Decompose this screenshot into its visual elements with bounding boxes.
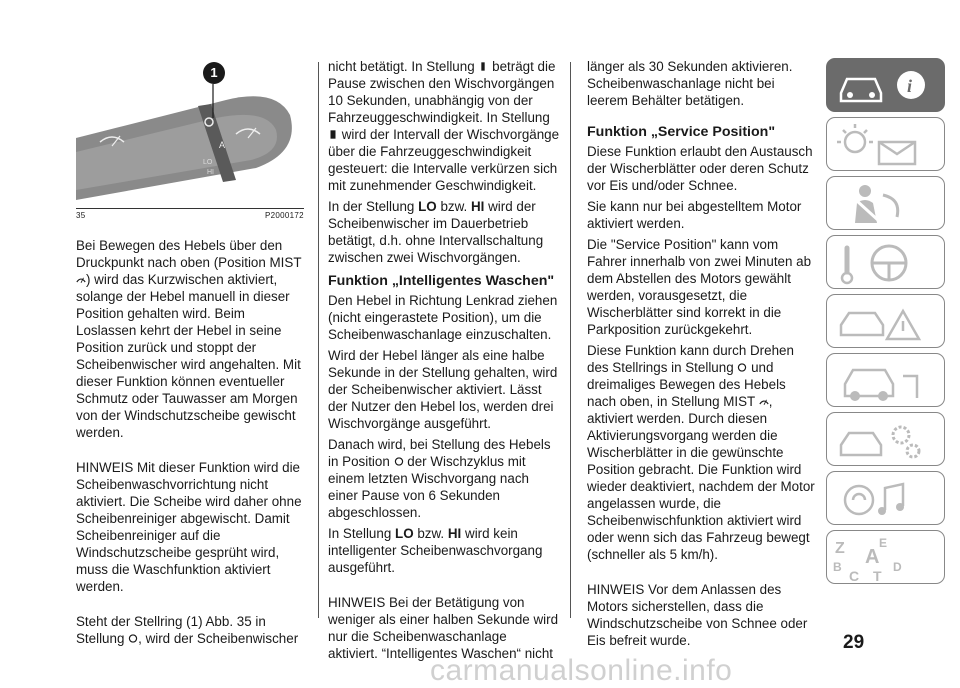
col3-paragraph-3: Sie kann nur bei abgestelltem Motor aktiviert werden. [587,199,802,231]
tab-warning-lights[interactable] [826,117,945,171]
col1-paragraph-2: Steht der Stellring (1) Abb. 35 in Stellung , wird der Scheibenwischer [76,614,299,646]
col2-paragraph-5: Danach wird, bei Stellung des Hebels in Position der Wischzyklus mit einem letzten Wischvorgang nach einer Pause von 6 Sekunden abgeschlossen. [328,437,551,520]
col3-paragraph-1: länger als 30 Sekunden aktivieren. Scheibenwaschanlage nicht bei leerem Behälter betätigen. [587,59,793,108]
col2-heading: Funktion „Intelligentes Waschen" [328,273,555,289]
col3-paragraph-5: Diese Funktion kann durch Drehen des Stellrings in Stellung und dreimaliges Bewegen des Hebels nach oben, in Stellung MIST , aktiviert werden. Durch diesen Aktivierungsvorgang werden die Wischerblätter in die gewünschte Position gebracht. Die Funktion wird wieder deaktiviert, nachdem der Motor angelassen wurde, die Scheibenwischfunktion aktiviert wird oder wenn sich das Fahrzeug bewegt (schneller als 5 km/h). [587,343,815,562]
col2-paragraph-6: In Stellung LO bzw. HI wird kein intelligenter Scheibenwaschvorgang ausgeführt. [328,526,543,575]
tab-multimedia[interactable] [826,471,945,525]
col1-paragraph-1: Bei Bewegen des Hebels über den Druckpunkt nach oben (Position MIST ) wird das Kurzwischen aktiviert, solange der Hebel manuell in dieser Position gehalten wird. Beim Loslassen kehrt der Hebel in seine Position zurück und stoppt der Scheibenwischer wird angehalten. Mit dieser Funktion können eventueller Schmutz oder Tauwasser am Morgen von der Windschutzscheibe gewischt werden. [76,238,302,440]
tab-alphabetical-index[interactable] [826,530,945,584]
col2-paragraph-4: Wird der Hebel länger als eine halbe Sekunde in der Stellung gehalten, wird der Scheibenwischer aktiviert. Lässt der Nutzer den Hebel los, werden drei Wischvorgänge ausgeführt. [328,348,558,431]
column-divider-1 [318,62,319,618]
page-number: 29 [843,632,865,653]
tab-road-warning[interactable] [826,294,945,348]
column-2 [328,58,560,666]
watermark: carmanualsonline.info [430,654,733,687]
mist-wiper-icon [76,274,86,285]
index-letter-c: C [849,568,860,584]
column-divider-2 [570,62,571,618]
index-letter-b: B [833,560,842,574]
alphabetical-index-icon [827,531,945,584]
index-letter-t: T [873,568,882,584]
multimedia-icon [827,472,945,525]
car-info-icon [827,59,945,112]
column-3 [587,58,817,653]
mist-wiper-icon [759,396,769,407]
car-jack-icon [827,354,945,407]
col2-paragraph-2: In der Stellung LO bzw. HI wird der Scheibenwischer im Dauerbetrieb betätigt, d.h. ohne Intervallschaltung zwischen zwei Wischvorgängen. [328,199,544,265]
col3-heading: Funktion „Service Position" [587,124,776,140]
auto-interval-icon [328,129,338,140]
wiper-stalk-figure [76,60,304,210]
col2-note: HINWEIS Bei der Betätigung von weniger als einer halben Sekunde wird nur die Scheibenwaschanlage aktiviert. “Intelligentes Waschen“ nicht [328,595,559,661]
col3-note: HINWEIS Vor dem Anlassen des Motors sicherstellen, dass die Windschutzscheibe von Schnee oder Eis befreit wurde. [587,582,808,648]
off-ring-icon [394,456,404,467]
key-steering-wheel-icon [827,236,945,289]
tab-key-steering[interactable] [826,235,945,289]
tab-car-jack[interactable] [826,353,945,407]
stalk-label-lo: LO [203,159,213,166]
off-ring-icon [128,633,138,644]
index-letter-z: Z [835,540,845,557]
warning-lights-icon [827,118,945,171]
col2-paragraph-1: nicht betätigt. In Stellung beträgt die Pause zwischen den Wischvorgängen 10 Sekunden, unabhängig von der Fahrzeuggeschwindigkeit. In Stellung wird der Intervall der Wischvorgänge über die Fahrzeuggeschwindigkeit gesteuert: die Intervalle verkürzen sich mit zunehmender Geschwindigkeit. [328,59,560,193]
road-warning-icon [827,295,945,348]
col3-paragraph-4: Die "Service Position" kann vom Fahrer innerhalb von zwei Minuten ab dem Abstellen des Motors gewählt werden, vorausgesetzt, die Wischerblätter sind korrekt in die Parkposition zurückgekehrt. [587,237,812,337]
figure-code: P2000172 [265,211,304,220]
figure-number: 35 [76,211,86,220]
svg-text:i: i [907,76,913,96]
tab-car-info[interactable] [826,58,945,112]
interval-mark-icon [478,61,488,72]
tab-seatbelt-airbag[interactable] [826,176,945,230]
index-letter-a: A [865,546,880,568]
figure-bottom-rule [76,208,304,209]
chapter-tabs [826,58,945,589]
car-service-gears-icon [827,413,945,466]
tab-car-service[interactable] [826,412,945,466]
seatbelt-airbag-icon [827,177,945,230]
col3-paragraph-2: Diese Funktion erlaubt den Austausch der Wischerblätter oder deren Schutz vor Eis und/oder Schnee. [587,144,813,193]
index-letter-d: D [893,560,902,574]
col1-note: HINWEIS Mit dieser Funktion wird die Scheibenwaschvorrichtung nicht aktiviert. Die Scheibe wird daher ohne Scheibenreiniger abgewischt. Damit Scheibenreiniger auf die Windschutzscheibe gesprüht wird, muss die Waschfunktion aktiviert werden. [76,460,302,594]
column-1 [76,237,308,651]
stalk-label-a: A [219,140,226,150]
stalk-label-hi: HI [207,169,214,176]
col2-paragraph-3: Den Hebel in Richtung Lenkrad ziehen (nicht eingerastete Position), um die Scheibenwaschanlage einzuschalten. [328,293,558,342]
off-ring-icon [737,362,747,373]
index-letter-e: E [879,536,888,550]
figure-callout-1: 1 [203,62,225,84]
